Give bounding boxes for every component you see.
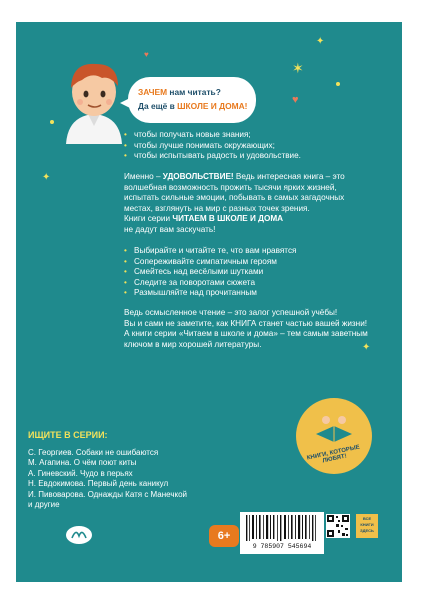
list-item: С. Георгиев. Собаки не ошибаются — [28, 448, 159, 457]
series-heading: ИЩИТЕ В СЕРИИ: — [28, 430, 108, 440]
publisher-logo — [66, 526, 92, 544]
list-item: И. Пивоварова. Однажды Катя с Манечкой — [28, 489, 188, 499]
list-item: и другие — [28, 500, 60, 510]
star-icon: ✶ — [292, 60, 304, 76]
list-item: • Размышляйте над прочитанным — [124, 288, 374, 299]
list-item: • Смейтесь над весёлыми шутками — [124, 267, 374, 278]
barcode-icon — [240, 512, 324, 544]
paragraph-conclusion: Ведь осмысленное чтение – это залог успешной учёбы! Вы и сами не заметите, как КНИГА станет частью вашей жизни! А книги серии «Читаем в школе и дома» – тем самым заветным ключом в мир хорошей литературы. — [124, 308, 368, 349]
tips-list — [124, 246, 374, 299]
isbn-number: 9 785907 545694 — [252, 543, 312, 550]
list-item: • Выбирайте и читайте те, что вам нравятся — [124, 246, 374, 257]
series-list — [28, 448, 187, 510]
list-item: • Следите за поворотами сюжета — [124, 278, 374, 289]
heart-icon: ♥ — [292, 94, 299, 106]
paragraph-pleasure: Именно – УДОВОЛЬСТВИЕ! Ведь интересная книга – это волшебная возможность прожить тысячи ярких жизней, испытать сильные эмоции, побывать в самых загадочных местах, взглянуть на мир с разных точек зрения. Книги серии ЧИТАЕМ В ШКОЛЕ И ДОМА не дадут вам заскучать! — [124, 172, 345, 234]
book-back-cover — [16, 22, 402, 582]
star-icon: ✦ — [362, 342, 371, 353]
list-item: Н. Евдокимова. Первый день каникул — [28, 479, 169, 489]
list-item: • чтобы лучше понимать окружающих; — [124, 141, 374, 152]
badge-slogan: КНИГИ, КОТОРЫЕ ЛЮБЯТ! — [306, 444, 361, 465]
heart-icon: ♥ — [144, 50, 149, 59]
qr-code-icon — [326, 514, 350, 538]
dot-decoration — [50, 120, 54, 124]
bubble-line-2: Да ещё в ШКОЛЕ И ДОМА! — [138, 101, 248, 111]
speech-bubble — [128, 77, 256, 123]
age-rating-badge: 6+ — [209, 525, 239, 547]
list-item: • чтобы испытывать радость и удовольствие. — [124, 151, 374, 162]
reasons-list — [124, 130, 374, 162]
list-item: • Сопереживайте симпатичным героям — [124, 257, 374, 268]
list-item: М. Агапина. О чём поют киты — [28, 458, 137, 468]
list-item: • чтобы получать новые знания; — [124, 130, 374, 141]
dot-decoration — [336, 82, 340, 86]
list-item: А. Гиневский. Чудо в перьях — [28, 468, 133, 478]
bubble-line-1: ЗАЧЕМ нам читать? — [138, 87, 221, 97]
series-badge — [296, 398, 372, 474]
star-icon: ✦ — [316, 36, 325, 47]
all-books-label: ВСЕ КНИГИ ЗДЕСЬ — [356, 514, 378, 538]
star-icon: ✦ — [42, 172, 51, 183]
isbn-barcode — [240, 512, 324, 554]
